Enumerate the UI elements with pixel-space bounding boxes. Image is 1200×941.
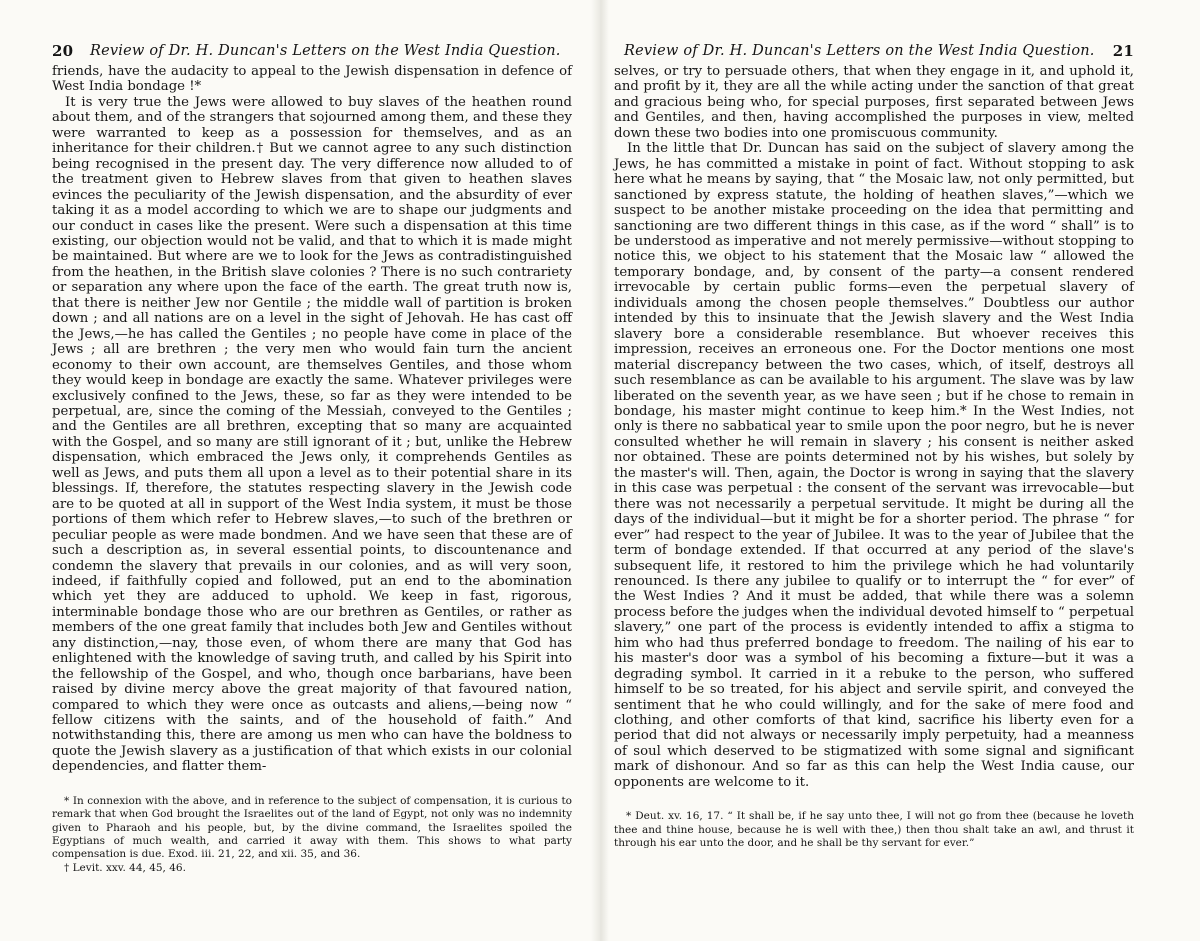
footnote: * Deut. xv. 16, 17. “ It shall be, if he say unto thee, I will not go from thee (because he loveth thee and thine house, because he is well with thee,) then thou shalt take an awl, and thrust it through his ear unto the door, and he shall be thy servant for ever.” (614, 810, 1134, 850)
paragraph: In the little that Dr. Duncan has said on the subject of slavery among the Jews, he has committed a mistake in point of fact. Without stopping to ask here what he means by saying, that “ the Mosaic law, not only permitted, but sanctioned by express statute, the holding of heathen slaves,”—which we suspect to be another mistake proceeding on the idea that permitting and sanctioning are two different things in this case, as if the word “ shall” is to be understood as imperative and not merely permissive—without stopping to notice this, we object to his statement that the Mosaic law “ allowed the temporary bondage, and, by consent of the party—a consent rendered irrevocable by certain public forms—even the perpetual slavery of individuals among the chosen people themselves.” Doubtless our author intended by this to insinuate that the Jewish slavery and the West India slavery bore a considerable resemblance. But whoever receives this impression, receives an erroneous one. For the Doctor mentions one most material discrepancy between the two cases, which, of itself, destroys all such resemblance as can be available to his argument. The slave was by law liberated on the seventh year, as we have seen ; but if he chose to remain in bondage, his master might continue to keep him.* In the West Indies, not only is there no sabbatical year to smile upon the poor negro, but he is never consulted whether he will remain in slavery ; his consent is neither asked nor obtained. These are points determined not by his wishes, but solely by the master's will. Then, again, the Doctor is wrong in saying that the slavery in this case was perpetual : the consent of the servant was irrevocable—but there was not necessarily a perpetual servitude. It might be during all the days of the individual—but it might be for a shorter period. The phrase “ for ever” had respect to the year of Jubilee. It was to the year of Jubilee that the term of bondage extended. If that occurred at any period of the slave's subsequent life, it restored to him the privilege which he had voluntarily renounced. Is there any jubilee to qualify or to interrupt the “ for ever” of the West Indies ? And it must be added, that while there was a solemn process before the judges when the individual devoted himself to “ perpetual slavery,” one part of the process is evidently intended to affix a stigma to him who had thus preferred bondage to freedom. The nailing of his ear to his master's door was a symbol of his becoming a fixture—but it was a degrading symbol. It carried in it a rebuke to the person, who suffered himself to be so treated, for his abject and servile spirit, and conveyed the sentiment that he who could willingly, and for the sake of mere food and clothing, and other comforts of that kind, sacrifice his liberty even for a period that did not always or necessarily imply perpetuity, had a meanness of soul which deserved to be stigmatized with some signal and significant mark of dishonour. And so far as this can help the West India cause, our opponents are welcome to it. (614, 141, 1134, 790)
right-page (614, 42, 1134, 851)
body-text (52, 64, 572, 775)
paragraph: It is very true the Jews were allowed to buy slaves of the heathen round about them, and of the strangers that sojourned among them, and these they were warranted to keep as a possession for themselves, and as an inheritance for their children.† But we cannot agree to any such distinction being recognised in the present day. The very difference now alluded to of the treatment given to Hebrew slaves from that given to heathen slaves evinces the peculiarity of the Jewish dispensation, and the absurdity of ever taking it as a model according to which we are to shape our judgments and our conduct in cases like the present. Were such a dispensation at this time existing, our objection would not be valid, and that to which it is made might be maintained. But where are we to look for the Jews as contradistinguished from the heathen, in the British slave colonies ? There is no such contrariety or separation any where upon the face of the earth. The great truth now is, that there is neither Jew nor Gentile ; the middle wall of partition is broken down ; and all nations are on a level in the sight of Jehovah. He has cast off the Jews,—he has called the Gentiles ; no people have come in place of the Jews ; all are brethren ; the very men who would fain turn the ancient economy to their own account, are themselves Gentiles, and those whom they would keep in bondage are exactly the same. Whatever privileges were exclusively confined to the Jews, these, so far as they were intended to be perpetual, are, since the coming of the Messiah, conveyed to the Gentiles ; and the Gentiles are all brethren, excepting that so many are acquainted with the Gospel, and so many are still ignorant of it ; but, unlike the Hebrew dispensation, which embraced the Jews only, it comprehends Gentiles as well as Jews, and puts them all upon a level as to their potential share in its blessings. If, therefore, the statutes respecting slavery in the Jewish code are to be quoted at all in support of the West India system, it must be those portions of them which refer to Hebrew slaves,—to such of the brethren or peculiar people as were made bondmen. And we have seen that these are of such a description as, in several essential points, to discountenance and condemn the slavery that prevails in our colonies, and as will very soon, indeed, if faithfully copied and followed, put an end to the abomination which yet they are adduced to uphold. We keep in fast, rigorous, interminable bondage those who are our brethren as Gentiles, or rather as members of the one great family that includes both Jew and Gentiles without any distinction,—nay, those even, of whom there are many that God has enlightened with the knowledge of saving truth, and called by his Spirit into the fellowship of the Gospel, and who, though once barbarians, have been raised by divine mercy above the great majority of that favoured nation, compared to which they were once as outcasts and aliens,—being now “ fellow citizens with the saints, and of the household of faith.” And notwithstanding this, there are among us men who can have the boldness to quote the Jewish slavery as a justification of that which exists in our colonial dependencies, and flatter them- (52, 94, 572, 775)
paragraph: selves, or try to persuade others, that when they engage in it, and uphold it, and profit by it, they are all the while acting under the sanction of that great and gracious being who, for special purposes, first separated between Jews and Gentiles, and then, having accomplished the purposes in view, melted down these two bodies into one promiscuous community. (614, 64, 1134, 141)
left-page (52, 42, 572, 875)
running-header (52, 42, 572, 64)
page-number: 20 (52, 42, 74, 60)
running-title: Review of Dr. H. Duncan's Letters on the West India Question. (624, 43, 1095, 59)
page-number: 21 (1112, 42, 1134, 60)
paragraph: friends, have the audacity to appeal to the Jewish dispensation in defence of West India bondage !* (52, 64, 572, 95)
footnotes (614, 810, 1134, 850)
book-gutter (591, 0, 609, 941)
running-title: Review of Dr. H. Duncan's Letters on the West India Question. (90, 43, 561, 59)
body-text (614, 64, 1134, 790)
footnotes (52, 795, 572, 875)
running-header (614, 42, 1134, 64)
footnote: * In connexion with the above, and in reference to the subject of compensation, it is curious to remark that when God brought the Israelites out of the land of Egypt, not only was no indemnity given to Pharaoh and his people, but, by the divine command, the Israelites spoiled the Egyptians of much wealth, and carried it away with them. This shows to what party compensation is due. Exod. iii. 21, 22, and xii. 35, and 36. (52, 794, 572, 861)
footnote: † Levit. xxv. 44, 45, 46. (64, 861, 186, 874)
